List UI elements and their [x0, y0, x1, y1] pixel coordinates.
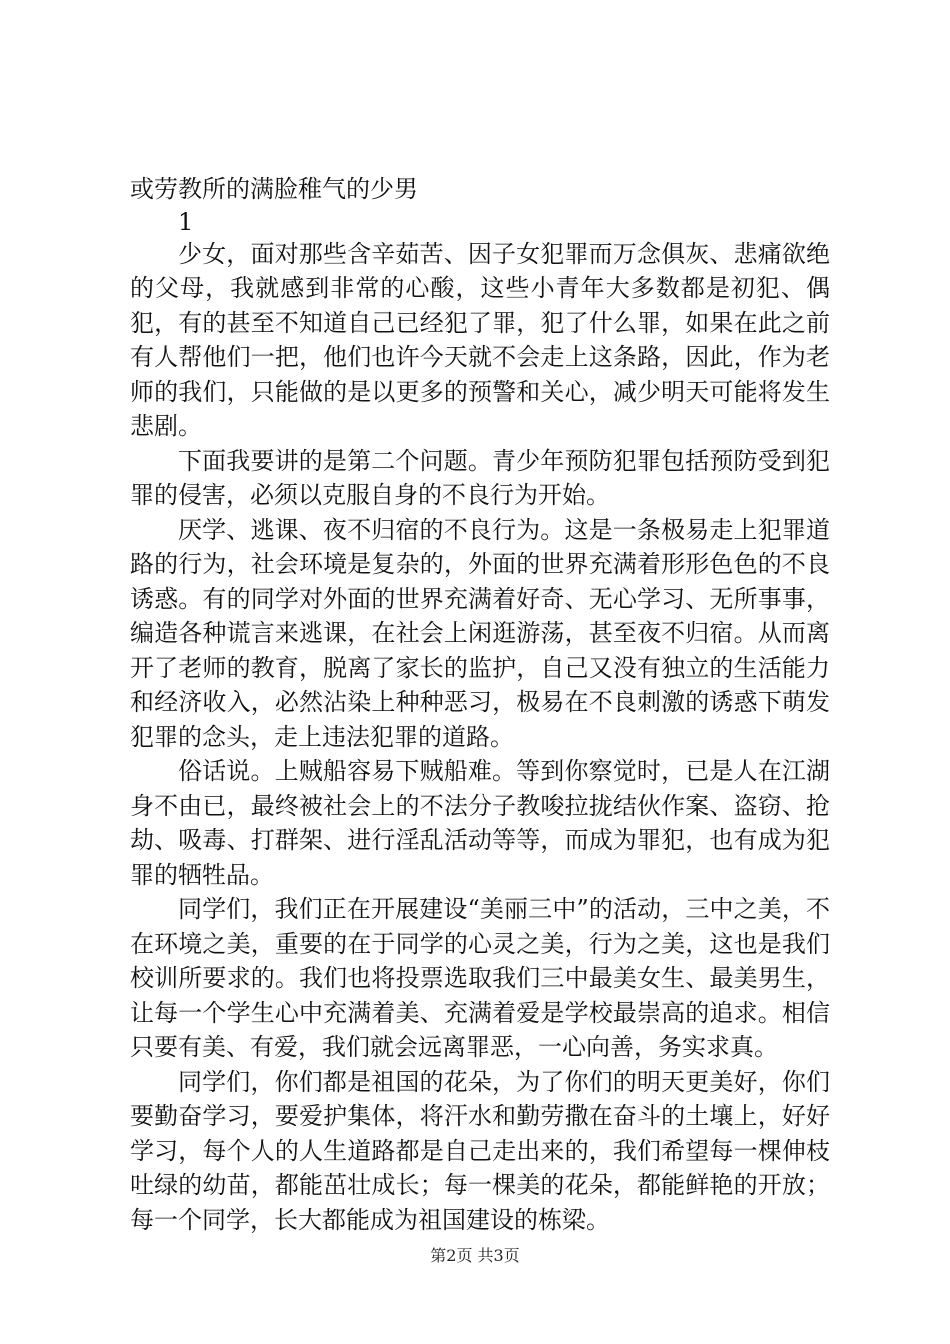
page-number-footer: 第2页 共3页 [430, 1246, 520, 1265]
paragraph-beautiful-school: 同学们，我们正在开展建设“美丽三中”的活动，三中之美，不在环境之美，重要的在于同学的心灵之美，行为之美，这也是我们校训所要求的。我们也将投票选取我们三中最美女生、最美男生，让每一个学生心中充满着美、充满着爱是学校最崇高的追求。相信只要有美、有爱，我们就会远离罪恶，一心向善，务实求真。 [130, 895, 830, 1061]
paragraph-truancy: 厌学、逃课、夜不归宿的不良行为。这是一条极易走上犯罪道路的行为，社会环境是复杂的，外面的世界充满着形形色色的不良诱惑。有的同学对外面的世界充满着好奇、无心学习、无所事事，编造各种谎言来逃课，在社会上闲逛游荡，甚至夜不归宿。从而离开了老师的教育，脱离了家长的监护，自己又没有独立的生活能力和经济收入，必然沾染上种种恶习，极易在不良刺激的诱惑下萌发犯罪的念头，走上违法犯罪的道路。 [130, 515, 830, 751]
footnote-marker: 1 [178, 207, 194, 236]
paragraph-continuation: 或劳教所的满脸稚气的少男 [130, 175, 418, 203]
paragraph-second-issue: 下面我要讲的是第二个问题。青少年预防犯罪包括预防受到犯罪的侵害，必须以克服自身的不良行为开始。 [130, 446, 830, 509]
paragraph-proverb: 俗话说。上贼船容易下贼船难。等到你察觉时，已是人在江湖身不由已，最终被社会上的不法分子教唆拉拢结伙作案、盗窃、抢劫、吸毒、打群架、进行淫乱活动等等，而成为罪犯，也有成为犯罪的牺牲品。 [130, 757, 830, 889]
paragraph-parents: 少女，面对那些含辛茹苦、因子女犯罪而万念俱灰、悲痛欲绝的父母，我就感到非常的心酸，这些小青年大多数都是初犯、偶犯，有的甚至不知道自己已经犯了罪，犯了什么罪，如果在此之前有人帮他们一把，他们也许今天就不会走上这条路，因此，作为老师的我们，只能做的是以更多的预警和关心，减少明天可能将发生悲剧。 [130, 239, 830, 440]
paragraph-closing: 同学们，你们都是祖国的花朵，为了你们的明天更美好，你们要勤奋学习，要爱护集体，将汗水和勤劳撒在奋斗的土壤上，好好学习，每个人的人生道路都是自己走出来的，我们希望每一棵伸枝吐绿的幼苗，都能茁壮成长；每一棵美的花朵，都能鲜艳的开放；每一个同学，长大都能成为祖国建设的栋梁。 [130, 1067, 830, 1234]
document-body [130, 172, 830, 1237]
